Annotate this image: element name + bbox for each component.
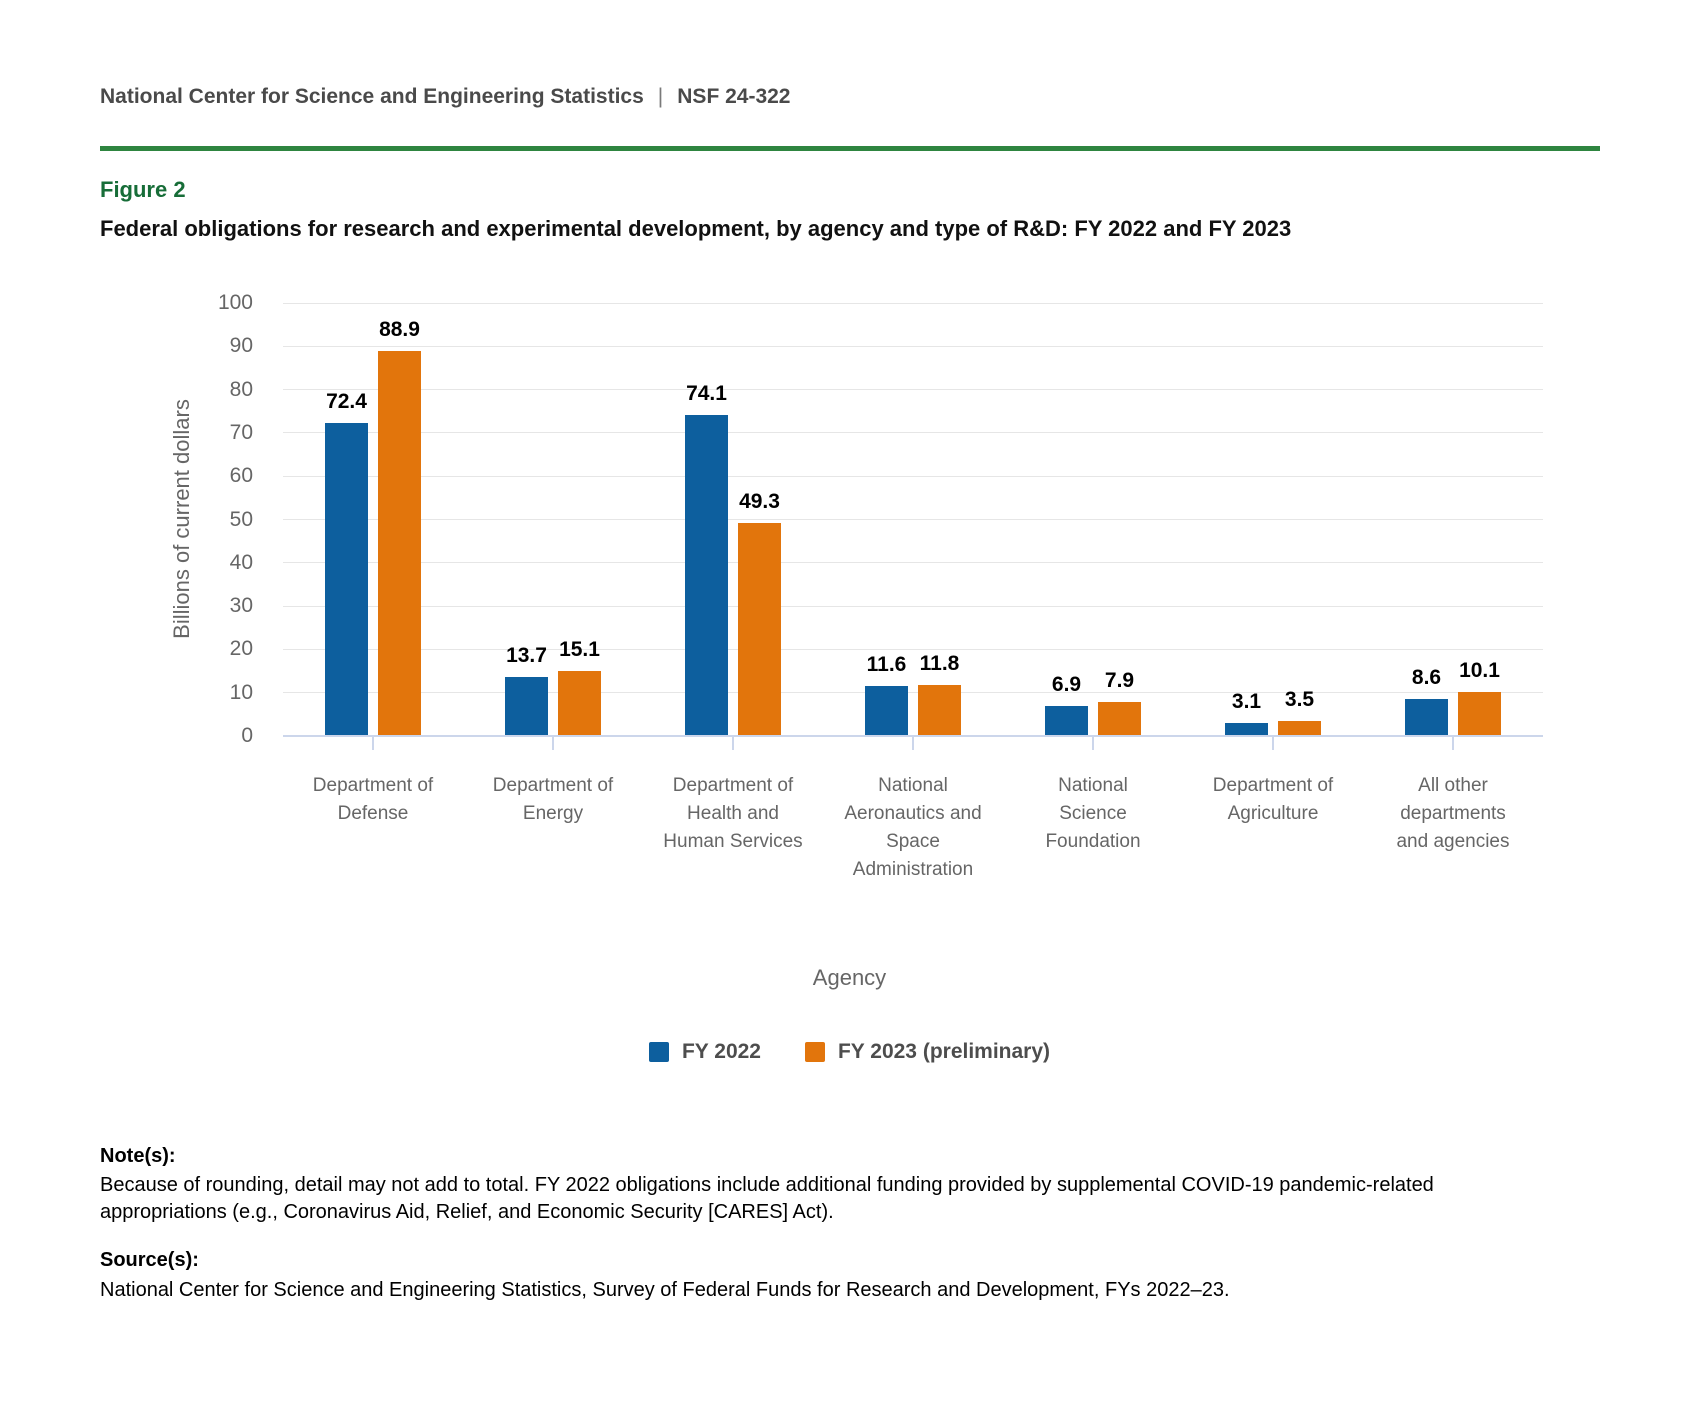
y-axis-title: Billions of current dollars	[169, 399, 194, 639]
legend-label: FY 2022	[681, 1040, 761, 1063]
x-axis-category-label: National Science Foundation	[1045, 775, 1141, 852]
header-separator: |	[657, 85, 664, 108]
y-tick-label: 100	[217, 291, 253, 314]
x-axis-category-label: Department of Energy	[492, 775, 614, 824]
gridline	[283, 389, 1543, 390]
y-tick-label: 70	[229, 420, 253, 444]
bar-fy2023	[378, 351, 421, 736]
bar-fy2023	[738, 523, 781, 736]
x-axis-tick	[372, 737, 374, 750]
gridline	[283, 692, 1543, 693]
y-tick-label: 20	[229, 637, 253, 661]
bar-value-label: 49.3	[739, 489, 780, 513]
chart-legend	[0, 1040, 1699, 1064]
bar-fy2022	[865, 686, 908, 736]
y-tick-label: 10	[229, 680, 253, 704]
notes-body: Because of rounding, detail may not add to total. FY 2022 obligations include additional funding provided by supplemental COVID-19 pandemic-related appropriations (e.g., Coronavirus Aid, Relief, and Economic Security [CARES] Act).	[100, 1174, 1434, 1223]
bar-value-label: 11.6	[866, 652, 907, 676]
bar-value-label: 6.9	[1051, 673, 1082, 697]
gridline	[283, 476, 1543, 477]
x-axis-tick	[912, 737, 914, 750]
gridline	[283, 519, 1543, 520]
x-axis-tick	[1452, 737, 1454, 750]
bar-fy2022	[1045, 706, 1088, 736]
figure-label: Figure 2	[100, 177, 186, 202]
source-heading: Source(s):	[100, 1249, 199, 1271]
bar-value-label: 11.8	[919, 651, 960, 675]
bar-fy2022	[1225, 723, 1268, 736]
figure-title: Federal obligations for research and experimental development, by agency and type of R&D: FY 2022 and FY 2023	[100, 216, 1292, 241]
x-axis-category-label: Department of Defense	[312, 775, 434, 824]
y-tick-label: 40	[229, 550, 253, 574]
gridline	[283, 649, 1543, 650]
legend-swatch	[649, 1042, 669, 1062]
bar-value-label: 72.4	[326, 389, 367, 413]
bar-value-label: 7.9	[1104, 668, 1135, 692]
bar-fy2023	[1278, 721, 1321, 736]
bar-fy2023	[918, 685, 961, 736]
legend-item	[649, 1040, 761, 1064]
bar-fy2022	[1405, 699, 1448, 736]
bar-fy2023	[1098, 702, 1141, 736]
bar-value-label: 3.1	[1231, 689, 1262, 713]
x-axis-category-label: National Aeronautics and Space Administration	[844, 775, 982, 880]
header-report-id: NSF 24-322	[677, 85, 791, 108]
bar-value-label: 3.5	[1284, 687, 1315, 711]
gridline	[283, 432, 1543, 433]
x-axis-tick	[1272, 737, 1274, 750]
gridline	[283, 562, 1543, 563]
bar-value-label: 74.1	[686, 382, 727, 406]
y-tick-label: 80	[229, 377, 253, 401]
bar-fy2022	[505, 677, 548, 736]
y-tick-label: 60	[229, 464, 253, 488]
y-tick-label: 0	[241, 724, 253, 747]
y-tick-label: 30	[229, 594, 253, 618]
bar-fy2023	[1458, 692, 1501, 736]
x-axis-title: Agency	[812, 965, 887, 990]
x-axis-tick	[1092, 737, 1094, 750]
bar-value-label: 13.7	[506, 643, 547, 667]
bar-fy2022	[325, 423, 368, 736]
gridline	[283, 346, 1543, 347]
legend-swatch	[805, 1042, 825, 1062]
bar-value-label: 15.1	[559, 637, 600, 661]
notes-heading: Note(s):	[100, 1145, 176, 1167]
y-tick-label: 90	[229, 334, 253, 358]
bar-value-label: 8.6	[1411, 665, 1442, 689]
source-body: National Center for Science and Engineering Statistics, Survey of Federal Funds for Research and Development, FYs 2022–23.	[100, 1279, 1230, 1301]
x-axis-tick	[552, 737, 554, 750]
legend-label: FY 2023 (preliminary)	[837, 1040, 1051, 1063]
x-axis-category-label: Department of Health and Human Services	[663, 775, 803, 852]
x-axis-tick	[732, 737, 734, 750]
bar-value-label: 88.9	[379, 318, 420, 342]
gridline	[283, 303, 1543, 304]
gridline	[283, 606, 1543, 607]
y-tick-label: 50	[229, 507, 253, 531]
header-org: National Center for Science and Engineering Statistics	[100, 85, 644, 108]
legend-item	[805, 1040, 1050, 1064]
x-axis-category-label: Department of Agriculture	[1212, 775, 1334, 824]
x-axis-category-label: All other departments and agencies	[1396, 775, 1510, 852]
bar-fy2023	[558, 671, 601, 736]
bar-value-label: 10.1	[1459, 659, 1500, 683]
bar-fy2022	[685, 415, 728, 736]
